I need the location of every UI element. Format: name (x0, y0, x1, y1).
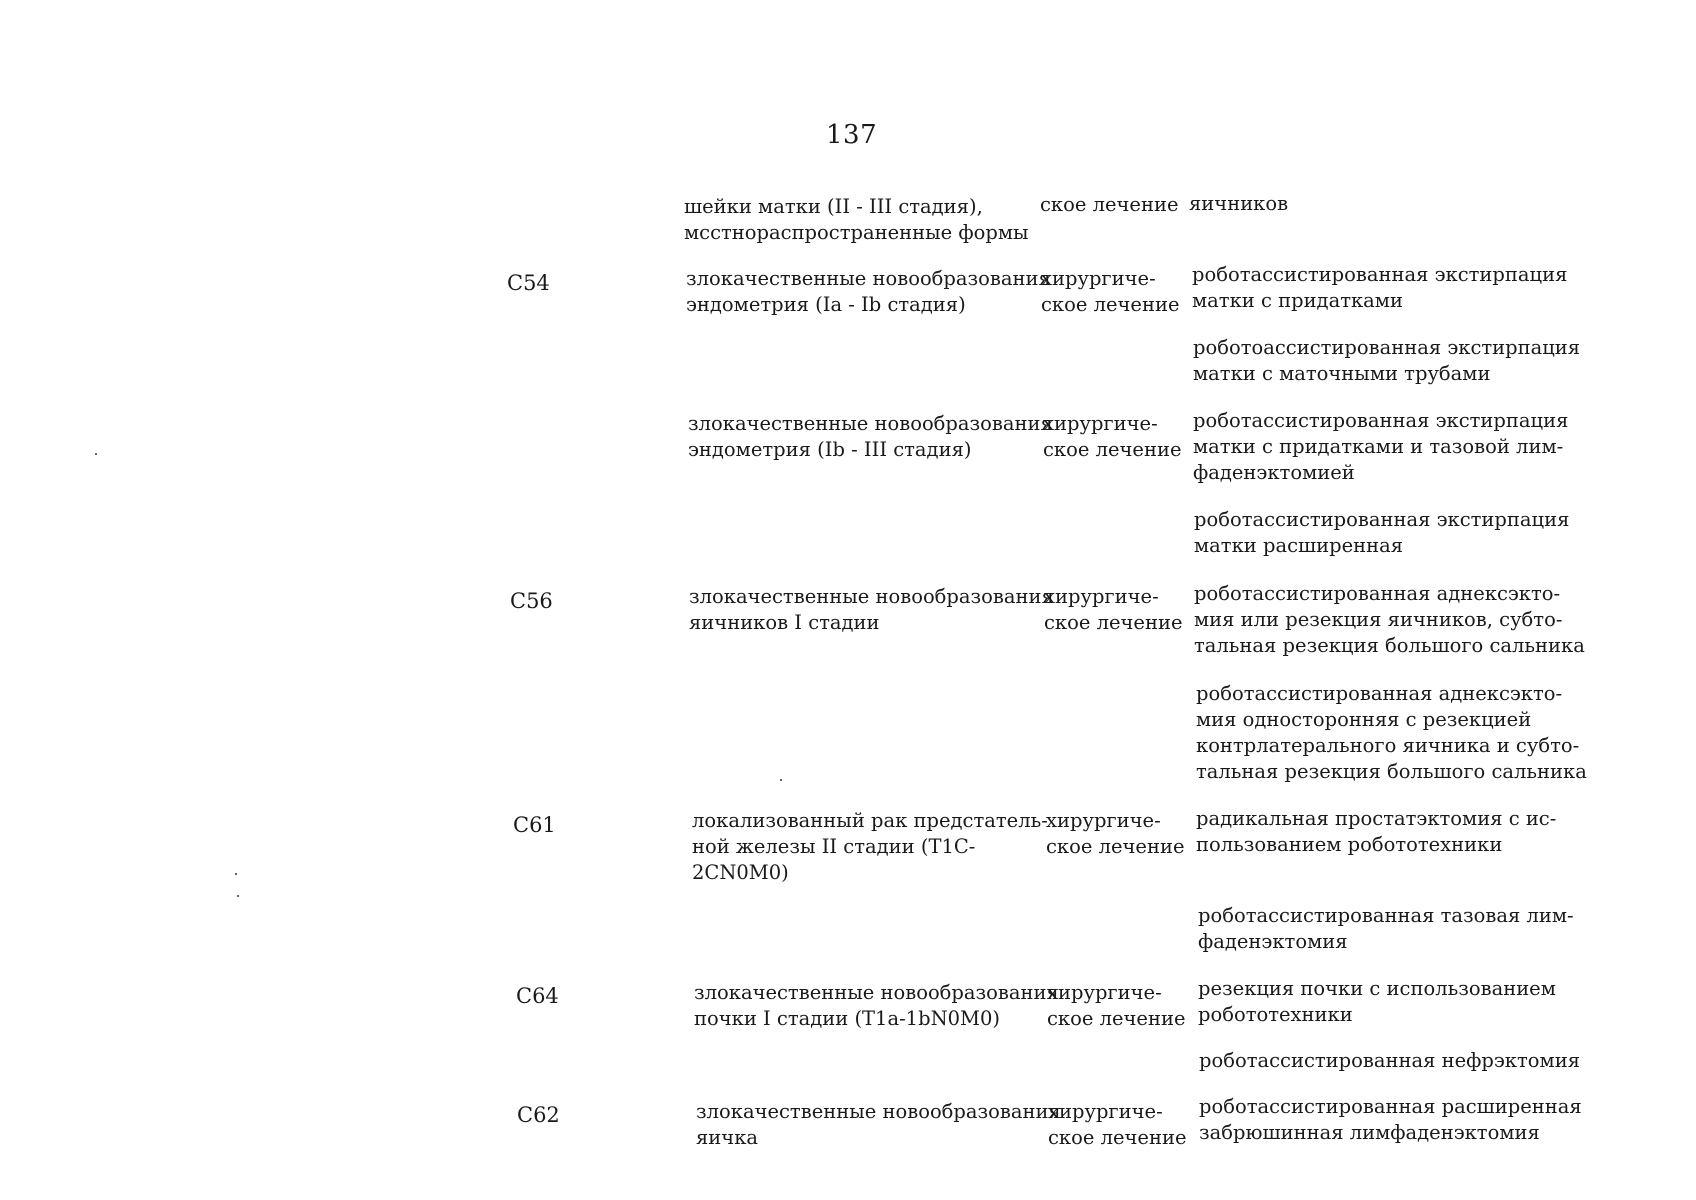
diagnosis-line: почки I стадии (T1a-1bN0M0) (694, 1007, 1001, 1030)
method-line: робототехники (1198, 1003, 1353, 1026)
method-line: мия односторонняя с резекцией (1196, 708, 1532, 731)
scan-speck (235, 873, 237, 875)
treatment-line: хирургиче- (1048, 1100, 1163, 1123)
method-line: матки с придатками (1192, 289, 1403, 312)
method-line: роботоассистированная экстирпация (1193, 336, 1581, 359)
icd-code: C56 (510, 589, 553, 613)
method-line: роботассистированная аднексэкто- (1194, 582, 1561, 605)
icd-code: C54 (507, 271, 550, 295)
method-line: фаденэктомией (1193, 461, 1355, 484)
diagnosis-line: злокачественные новообразования (689, 585, 1054, 608)
method-line: матки с маточными трубами (1193, 362, 1491, 385)
method-line: радикальная простатэктомия с ис- (1196, 807, 1557, 830)
diagnosis-line: эндометрия (Ib - III стадия) (688, 438, 972, 461)
page-number: 137 (826, 120, 878, 150)
treatment-line: ское лечение (1044, 611, 1183, 634)
method-line: роботассистированная аднексэкто- (1196, 682, 1563, 705)
method-line: пользованием робототехники (1196, 833, 1503, 856)
treatment-line: ское лечение (1048, 1126, 1187, 1149)
diagnosis-line: яичка (696, 1126, 759, 1149)
treatment-line: ское лечение (1043, 438, 1182, 461)
method-line: яичников (1189, 192, 1289, 215)
method-line: роботассистированная экстирпация (1194, 508, 1570, 531)
method-line: фаденэктомия (1198, 930, 1348, 953)
method-line: контрлатерального яичника и субто- (1196, 734, 1580, 757)
method-line: матки расширенная (1194, 534, 1404, 557)
method-line: матки с придатками и тазовой лим- (1193, 435, 1564, 458)
method-line: роботассистированная расширенная (1199, 1095, 1582, 1118)
method-line: тальная резекция большого сальника (1196, 760, 1587, 783)
treatment-line: ское лечение (1041, 293, 1180, 316)
treatment-line: хирургиче- (1047, 981, 1162, 1004)
diagnosis-line: локализованный рак предстатель- (692, 809, 1048, 832)
icd-code: C62 (517, 1103, 560, 1127)
diagnosis-line: злокачественные новообразования (696, 1100, 1061, 1123)
diagnosis-line: мсстнораспространенные формы (684, 221, 1029, 244)
treatment-line: ское лечение (1047, 1007, 1186, 1030)
diagnosis-line: 2CN0M0) (692, 861, 789, 884)
diagnosis-line: злокачественные новообразования (694, 981, 1059, 1004)
treatment-line: хирургиче- (1041, 267, 1156, 290)
method-line: тальная резекция большого сальника (1194, 634, 1585, 657)
treatment-line: ское лечение (1046, 835, 1185, 858)
method-line: роботассистированная нефрэктомия (1199, 1049, 1580, 1072)
treatment-line: хирургиче- (1046, 809, 1161, 832)
treatment-line: хирургиче- (1044, 585, 1159, 608)
method-line: резекция почки с использованием (1198, 977, 1556, 1000)
scan-speck (95, 453, 97, 455)
method-line: мия или резекция яичников, субто- (1194, 608, 1563, 631)
method-line: забрюшинная лимфаденэктомия (1199, 1121, 1540, 1144)
method-line: роботассистированная экстирпация (1192, 263, 1568, 286)
diagnosis-line: яичников I стадии (689, 611, 880, 634)
scan-speck (237, 895, 239, 897)
method-line: роботассистированная тазовая лим- (1198, 904, 1574, 927)
icd-code: C64 (516, 984, 559, 1008)
treatment-line: ское лечение (1040, 193, 1179, 216)
diagnosis-line: злокачественные новообразования (688, 412, 1053, 435)
method-line: роботассистированная экстирпация (1193, 409, 1569, 432)
icd-code: C61 (513, 813, 556, 837)
diagnosis-line: эндометрия (Ia - Ib стадия) (686, 293, 966, 316)
diagnosis-line: шейки матки (II - III стадия), (684, 195, 983, 218)
diagnosis-line: злокачественные новообразования (686, 267, 1051, 290)
treatment-line: хирургиче- (1043, 412, 1158, 435)
scan-speck (780, 779, 782, 781)
diagnosis-line: ной железы II стадии (T1C- (692, 835, 976, 858)
